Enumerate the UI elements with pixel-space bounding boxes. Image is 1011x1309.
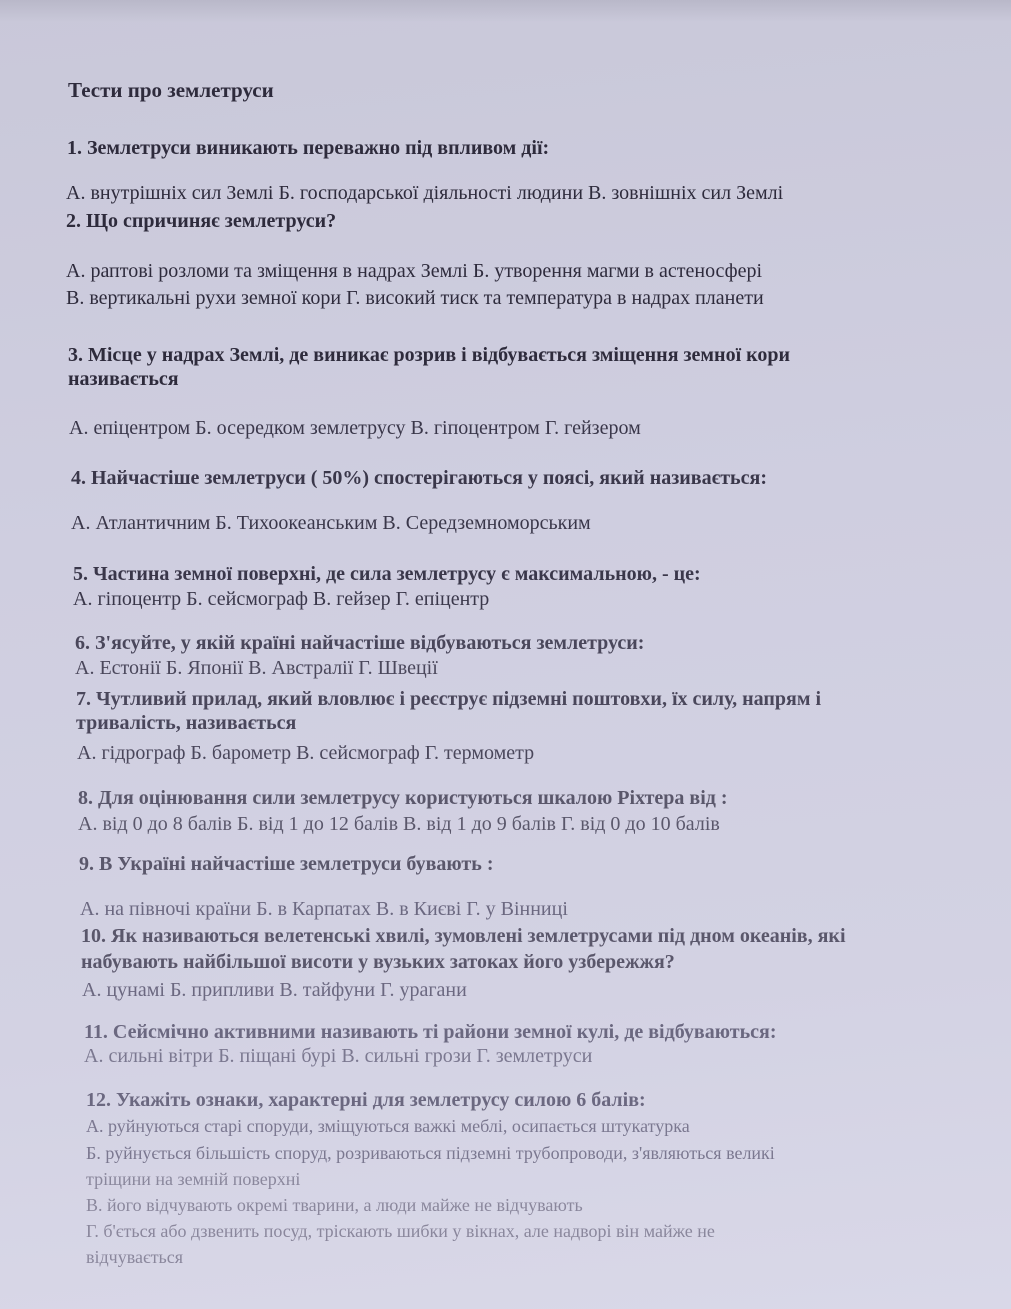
answer-2-line-2: В. вертикальні рухи земної кори Г. високий тиск та температура в надрах планети — [66, 287, 764, 309]
question-6: 6. З'ясуйте, у якій країні найчастіше відбуваються землетруси: — [75, 632, 645, 654]
answer-5: А. гіпоцентр Б. сейсмограф В. гейзер Г. епіцентр — [73, 588, 490, 610]
answer-12-option-b-line-2: тріщини на земній поверхні — [86, 1169, 301, 1189]
question-12: 12. Укажіть ознаки, характерні для землетрусу силою 6 балів: — [86, 1089, 646, 1111]
answer-11: А. сильні вітри Б. піщані бурі В. сильні грози Г. землетруси — [84, 1045, 593, 1067]
question-7-line-2: тривалість, називається — [76, 712, 297, 734]
page-title: Тести про землетруси — [68, 78, 274, 102]
question-8: 8. Для оцінювання сили землетрусу користуються шкалою Ріхтера від : — [78, 787, 728, 809]
question-7-line-1: 7. Чутливий прилад, який вловлює і реєструє підземні поштовхи, їх силу, напрям і — [76, 688, 822, 710]
answer-12-option-c: В. його відчувають окремі тварини, а люди майже не відчувають — [86, 1195, 583, 1215]
question-10-line-2: набувають найбільшої висоти у вузьких затоках його узбережжя? — [81, 951, 675, 973]
question-9: 9. В Україні найчастіше землетруси бувають : — [79, 853, 494, 875]
answer-12-option-d-line-1: Г. б'ється або дзвенить посуд, тріскають шибки у вікнах, але надворі він майже не — [86, 1221, 715, 1241]
question-5: 5. Частина земної поверхні, де сила землетрусу є максимальною, - це: — [73, 563, 701, 585]
answer-3: А. епіцентром Б. осередком землетрусу В. гіпоцентром Г. гейзером — [69, 417, 641, 439]
answer-6: А. Естонії Б. Японії В. Австралії Г. Швеції — [75, 657, 438, 679]
question-11: 11. Сейсмічно активними називають ті райони земної кулі, де відбуваються: — [84, 1021, 777, 1043]
answer-12-option-b-line-1: Б. руйнується більшість споруд, розриваються підземні трубопроводи, з'являються великі — [86, 1143, 775, 1163]
question-10-line-1: 10. Як називаються велетенські хвилі, зумовлені землетрусами під дном океанів, які — [81, 925, 846, 947]
answer-10: А. цунамі Б. припливи В. тайфуни Г. урагани — [82, 979, 467, 1001]
answer-8: А. від 0 до 8 балів Б. від 1 до 12 балів В. від 1 до 9 балів Г. від 0 до 10 балів — [78, 813, 720, 835]
question-2: 2. Що спричиняє землетруси? — [66, 210, 337, 232]
answer-12-option-a: А. руйнуються старі споруди, зміщуються важкі меблі, осипається штукатурка — [86, 1116, 690, 1136]
answer-4: А. Атлантичним Б. Тихоокеанським В. Середземноморським — [71, 512, 591, 534]
answer-7: А. гідрограф Б. барометр В. сейсмограф Г. термометр — [77, 742, 535, 764]
question-4: 4. Найчастіше землетруси ( 50%) спостерігаються у поясі, який називається: — [71, 467, 767, 489]
question-3-line-2: називається — [68, 368, 179, 390]
answer-1: А. внутрішніх сил Землі Б. господарської діяльності людини В. зовнішніх сил Землі — [66, 182, 784, 204]
answer-12-option-d-line-2: відчувається — [86, 1247, 184, 1267]
answer-9: А. на півночі країни Б. в Карпатах В. в Києві Г. у Вінниці — [80, 898, 568, 920]
answer-2-line-1: А. раптові розломи та зміщення в надрах Землі Б. утворення магми в астеносфері — [66, 260, 763, 282]
question-1: 1. Землетруси виникають переважно під впливом дії: — [67, 137, 550, 159]
question-3-line-1: 3. Місце у надрах Землі, де виникає розрив і відбувається зміщення земної кори — [68, 344, 791, 366]
page-top-edge — [0, 0, 1011, 22]
